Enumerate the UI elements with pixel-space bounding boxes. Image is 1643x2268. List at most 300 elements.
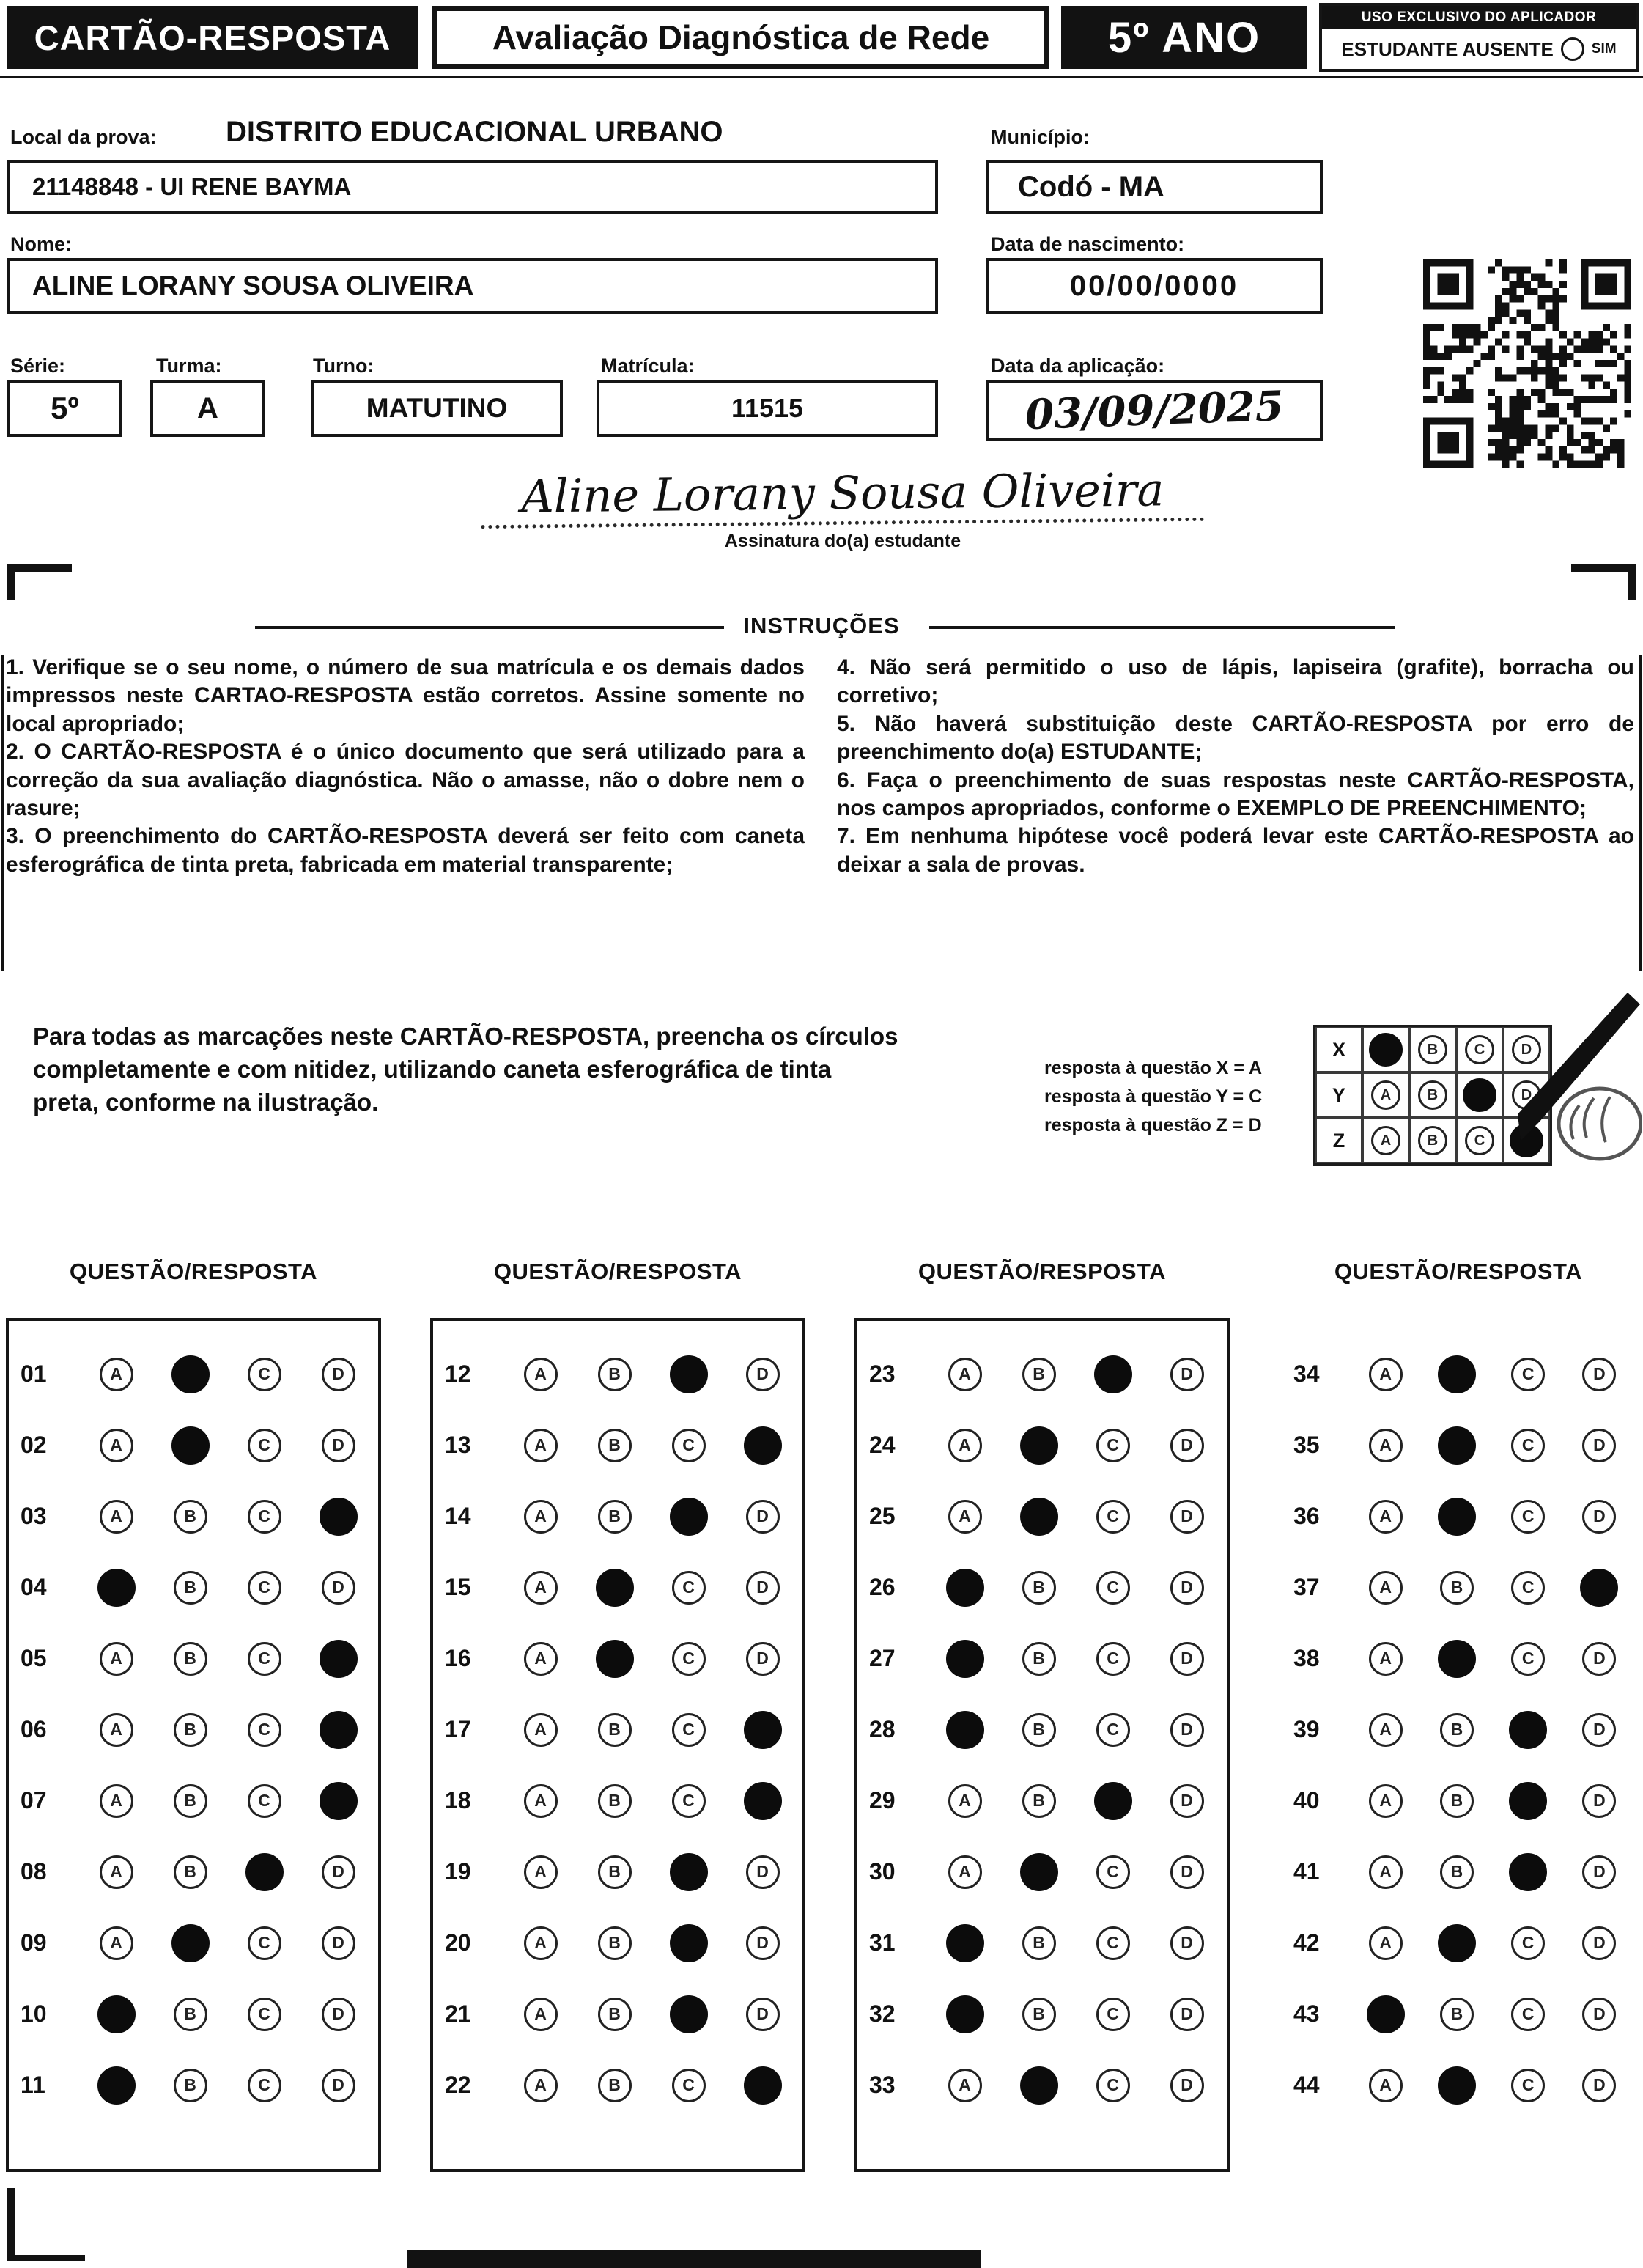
answer-slot	[1493, 1998, 1564, 2031]
answer-slot	[725, 2066, 800, 2105]
bubble-19-B[interactable]: B	[598, 1855, 632, 1889]
bubble-02-B[interactable]	[171, 1426, 210, 1465]
bubble-35-B[interactable]	[1438, 1426, 1476, 1465]
answer-slot	[1493, 1853, 1564, 1891]
question-row-36	[1282, 1481, 1635, 1552]
bubble-01-A[interactable]: A	[100, 1358, 133, 1391]
bubble-43-D[interactable]: D	[1582, 1998, 1616, 2031]
bubble-12-D[interactable]: D	[746, 1358, 780, 1391]
bubble-36-A[interactable]: A	[1369, 1500, 1403, 1534]
bubble-16-A[interactable]: A	[524, 1642, 558, 1676]
instruction-item: 2. O CARTÃO-RESPOSTA é o único documento que será utilizado para a correção da sua avaliação diagnóstica. Não o amasse, não o dobre nem o rasure;	[6, 740, 805, 820]
bubble-11-C[interactable]: C	[248, 2069, 281, 2102]
answer-slot	[1350, 1500, 1421, 1534]
answer-slot	[1421, 1784, 1492, 1818]
question-row-43	[1282, 1978, 1635, 2050]
bubble-31-A[interactable]	[946, 1924, 984, 1962]
question-row-27	[857, 1623, 1227, 1694]
bubble-36-B[interactable]	[1438, 1498, 1476, 1536]
bubble-08-D[interactable]: D	[322, 1855, 355, 1889]
bubble-35-A[interactable]: A	[1369, 1429, 1403, 1462]
question-row-41	[1282, 1836, 1635, 1907]
bubble-05-C[interactable]: C	[248, 1642, 281, 1676]
example-bubble-Y-A: A	[1371, 1080, 1400, 1110]
bubble-37-A[interactable]: A	[1369, 1571, 1403, 1605]
bubble-07-A[interactable]: A	[100, 1784, 133, 1818]
answer-slot	[79, 1995, 153, 2033]
bubble-23-C[interactable]	[1094, 1355, 1132, 1393]
bubble-23-D[interactable]: D	[1170, 1358, 1204, 1391]
bubble-31-B[interactable]: B	[1022, 1926, 1056, 1960]
bubble-40-C[interactable]	[1509, 1782, 1547, 1820]
bubble-21-D[interactable]: D	[746, 1998, 780, 2031]
bubble-40-D[interactable]: D	[1582, 1784, 1616, 1818]
question-number: 05	[21, 1645, 47, 1671]
bubble-10-B[interactable]: B	[174, 1998, 207, 2031]
bubble-04-A[interactable]	[97, 1569, 136, 1607]
bubble-28-D[interactable]: D	[1170, 1713, 1204, 1747]
question-number: 04	[21, 1574, 47, 1600]
answer-slot	[1002, 1426, 1076, 1465]
question-row-05	[9, 1623, 378, 1694]
bubble-03-C[interactable]: C	[248, 1500, 281, 1534]
answer-slot	[1002, 1358, 1076, 1391]
bubble-24-A[interactable]: A	[948, 1429, 982, 1462]
bubble-14-B[interactable]: B	[598, 1500, 632, 1534]
bubble-19-C[interactable]	[670, 1853, 708, 1891]
bubble-30-A[interactable]: A	[948, 1855, 982, 1889]
bubble-33-D[interactable]: D	[1170, 2069, 1204, 2102]
bubble-44-B[interactable]	[1438, 2066, 1476, 2105]
bubble-01-D[interactable]: D	[322, 1358, 355, 1391]
bubble-13-A[interactable]: A	[524, 1429, 558, 1462]
frame-line-left	[1, 655, 4, 971]
question-row-31	[857, 1907, 1227, 1978]
bubble-43-A[interactable]	[1367, 1995, 1405, 2033]
answer-slot	[577, 1855, 651, 1889]
answer-slot	[651, 1784, 725, 1818]
bubble-33-C[interactable]: C	[1096, 2069, 1130, 2102]
bubble-15-C[interactable]: C	[672, 1571, 706, 1605]
bubble-43-C[interactable]: C	[1511, 1998, 1545, 2031]
answer-slot	[153, 1784, 227, 1818]
bubble-28-C[interactable]: C	[1096, 1713, 1130, 1747]
bubble-04-C[interactable]: C	[248, 1571, 281, 1605]
answer-slot	[227, 2069, 301, 2102]
bubble-37-D[interactable]	[1580, 1569, 1618, 1607]
bubble-12-B[interactable]: B	[598, 1358, 632, 1391]
bubble-02-A[interactable]: A	[100, 1429, 133, 1462]
bubble-33-A[interactable]: A	[948, 2069, 982, 2102]
question-number: 16	[445, 1645, 471, 1671]
bubble-17-B[interactable]: B	[598, 1713, 632, 1747]
bubble-02-D[interactable]: D	[322, 1429, 355, 1462]
question-number: 13	[445, 1432, 471, 1458]
answer-slot	[725, 1855, 800, 1889]
answer-column-header: QUESTÃO/RESPOSTA	[918, 1259, 1167, 1284]
bubble-39-C[interactable]	[1509, 1711, 1547, 1749]
answer-slot	[1564, 2069, 1635, 2102]
question-number: 36	[1293, 1503, 1320, 1529]
bubble-13-D[interactable]	[744, 1426, 782, 1465]
bubble-34-B[interactable]	[1438, 1355, 1476, 1393]
example-row-label-X: X	[1315, 1027, 1362, 1072]
serie-value: 5º	[51, 391, 79, 425]
instructions-rule-left	[255, 626, 724, 629]
bubble-24-C[interactable]: C	[1096, 1429, 1130, 1462]
bubble-24-D[interactable]: D	[1170, 1429, 1204, 1462]
answer-slot	[227, 1500, 301, 1534]
bubble-38-D[interactable]: D	[1582, 1642, 1616, 1676]
answer-slot	[725, 1711, 800, 1749]
question-number: 34	[1293, 1361, 1320, 1387]
bubble-11-B[interactable]: B	[174, 2069, 207, 2102]
bubble-26-A[interactable]	[946, 1569, 984, 1607]
bubble-15-D[interactable]: D	[746, 1571, 780, 1605]
bubble-44-A[interactable]: A	[1369, 2069, 1403, 2102]
example-bubble-Z-A: A	[1371, 1126, 1400, 1155]
answer-slot	[1076, 1571, 1150, 1605]
answer-slot	[651, 1429, 725, 1462]
question-row-14	[433, 1481, 802, 1552]
bubble-03-D[interactable]	[320, 1498, 358, 1536]
bubble-39-B[interactable]: B	[1440, 1713, 1474, 1747]
bubble-32-C[interactable]: C	[1096, 1998, 1130, 2031]
bubble-08-A[interactable]: A	[100, 1855, 133, 1889]
question-row-33	[857, 2050, 1227, 2121]
bubble-02-C[interactable]: C	[248, 1429, 281, 1462]
bubble-43-B[interactable]: B	[1440, 1998, 1474, 2031]
bubble-23-B[interactable]: B	[1022, 1358, 1056, 1391]
question-row-24	[857, 1410, 1227, 1481]
bubble-18-B[interactable]: B	[598, 1784, 632, 1818]
bubble-22-D[interactable]	[744, 2066, 782, 2105]
bubble-17-A[interactable]: A	[524, 1713, 558, 1747]
registration-mark-right	[1571, 564, 1636, 572]
bubble-42-D[interactable]: D	[1582, 1926, 1616, 1960]
example-legend-line: resposta à questão Y = C	[1044, 1086, 1263, 1107]
bubble-44-D[interactable]: D	[1582, 2069, 1616, 2102]
bubble-32-A[interactable]	[946, 1995, 984, 2033]
question-number: 27	[869, 1645, 896, 1671]
bubble-31-C[interactable]: C	[1096, 1926, 1130, 1960]
answer-slot	[1076, 2069, 1150, 2102]
answer-slot	[301, 2069, 375, 2102]
question-number: 18	[445, 1787, 471, 1814]
bubble-10-D[interactable]: D	[322, 1998, 355, 2031]
bubble-20-C[interactable]	[670, 1924, 708, 1962]
bubble-29-B[interactable]: B	[1022, 1784, 1056, 1818]
bubble-26-C[interactable]: C	[1096, 1571, 1130, 1605]
answer-column-4	[1279, 1253, 1638, 2172]
answer-slot	[725, 1426, 800, 1465]
bubble-42-C[interactable]: C	[1511, 1926, 1545, 1960]
bubble-16-B[interactable]	[596, 1640, 634, 1678]
bubble-19-D[interactable]: D	[746, 1855, 780, 1889]
aplicacao-label: Data da aplicação:	[991, 355, 1165, 377]
question-row-34	[1282, 1339, 1635, 1410]
bubble-41-A[interactable]: A	[1369, 1855, 1403, 1889]
bubble-25-B[interactable]	[1020, 1498, 1058, 1536]
example-bubble-Y-B: B	[1418, 1080, 1447, 1110]
bubble-03-B[interactable]: B	[174, 1500, 207, 1534]
bubble-11-A[interactable]	[97, 2066, 136, 2105]
bubble-01-B[interactable]	[171, 1355, 210, 1393]
bubble-39-A[interactable]: A	[1369, 1713, 1403, 1747]
bubble-22-C[interactable]: C	[672, 2069, 706, 2102]
bubble-27-C[interactable]: C	[1096, 1642, 1130, 1676]
answer-slot	[928, 2069, 1002, 2102]
bubble-08-C[interactable]	[245, 1853, 284, 1891]
bubble-05-D[interactable]	[320, 1640, 358, 1678]
bubble-06-D[interactable]	[320, 1711, 358, 1749]
question-number: 14	[445, 1503, 471, 1529]
bubble-36-C[interactable]: C	[1511, 1500, 1545, 1534]
bubble-09-D[interactable]: D	[322, 1926, 355, 1960]
bubble-09-B[interactable]	[171, 1924, 210, 1962]
bubble-21-C[interactable]	[670, 1995, 708, 2033]
answer-slot	[1076, 1642, 1150, 1676]
bubble-07-D[interactable]	[320, 1782, 358, 1820]
question-row-30	[857, 1836, 1227, 1907]
signature-block	[440, 463, 1246, 552]
bubble-21-B[interactable]: B	[598, 1998, 632, 2031]
bubble-40-A[interactable]: A	[1369, 1784, 1403, 1818]
bubble-32-B[interactable]: B	[1022, 1998, 1056, 2031]
bubble-41-B[interactable]: B	[1440, 1855, 1474, 1889]
bubble-15-A[interactable]: A	[524, 1571, 558, 1605]
answer-slot	[503, 1784, 577, 1818]
bubble-29-D[interactable]: D	[1170, 1784, 1204, 1818]
question-number: 08	[21, 1858, 47, 1885]
bubble-07-B[interactable]: B	[174, 1784, 207, 1818]
bubble-34-A[interactable]: A	[1369, 1358, 1403, 1391]
bubble-30-C[interactable]: C	[1096, 1855, 1130, 1889]
bubble-38-B[interactable]	[1438, 1640, 1476, 1678]
answer-slot	[227, 1571, 301, 1605]
pen-hand-illustration	[1469, 988, 1642, 1171]
answer-slot	[1350, 1713, 1421, 1747]
bubble-41-D[interactable]: D	[1582, 1855, 1616, 1889]
answer-box-3	[854, 1318, 1230, 2172]
bubble-14-C[interactable]	[670, 1498, 708, 1536]
question-number: 21	[445, 2000, 471, 2027]
bubble-21-A[interactable]: A	[524, 1998, 558, 2031]
answer-slot	[1350, 1642, 1421, 1676]
bubble-25-A[interactable]: A	[948, 1500, 982, 1534]
answer-slot	[651, 2069, 725, 2102]
bubble-10-C[interactable]: C	[248, 1998, 281, 2031]
bubble-19-A[interactable]: A	[524, 1855, 558, 1889]
bubble-07-C[interactable]: C	[248, 1784, 281, 1818]
bubble-20-D[interactable]: D	[746, 1926, 780, 1960]
bubble-40-B[interactable]: B	[1440, 1784, 1474, 1818]
bubble-35-D[interactable]: D	[1582, 1429, 1616, 1462]
bubble-29-C[interactable]	[1094, 1782, 1132, 1820]
answer-slot	[227, 1853, 301, 1891]
example-bubble-X-C: C	[1465, 1035, 1494, 1064]
absent-circle[interactable]	[1561, 37, 1584, 61]
answer-slot	[1350, 1571, 1421, 1605]
bubble-26-D[interactable]: D	[1170, 1571, 1204, 1605]
question-number: 44	[1293, 2072, 1320, 2098]
applicator-bar: USO EXCLUSIVO DO APLICADOR	[1322, 6, 1636, 29]
bubble-30-D[interactable]: D	[1170, 1855, 1204, 1889]
bubble-23-A[interactable]: A	[948, 1358, 982, 1391]
answer-slot	[1493, 1926, 1564, 1960]
bubble-34-C[interactable]: C	[1511, 1358, 1545, 1391]
answer-box-2	[430, 1318, 805, 2172]
answer-slot	[153, 1642, 227, 1676]
answer-slot	[301, 1640, 375, 1678]
question-row-08	[9, 1836, 378, 1907]
answer-column-header: QUESTÃO/RESPOSTA	[1334, 1259, 1583, 1284]
bubble-32-D[interactable]: D	[1170, 1998, 1204, 2031]
bubble-05-B[interactable]: B	[174, 1642, 207, 1676]
bubble-24-B[interactable]	[1020, 1426, 1058, 1465]
answer-slot	[1002, 1642, 1076, 1676]
question-number: 32	[869, 2000, 896, 2027]
answer-slot	[1493, 1642, 1564, 1676]
answer-slot	[227, 1926, 301, 1960]
bubble-18-A[interactable]: A	[524, 1784, 558, 1818]
bubble-13-C[interactable]: C	[672, 1429, 706, 1462]
bubble-31-D[interactable]: D	[1170, 1926, 1204, 1960]
registration-mark-bottom-left-h	[7, 2255, 85, 2261]
bubble-05-A[interactable]: A	[100, 1642, 133, 1676]
answer-slot	[577, 2069, 651, 2102]
bubble-20-A[interactable]: A	[524, 1926, 558, 1960]
answer-column-header: QUESTÃO/RESPOSTA	[69, 1259, 318, 1284]
bubble-04-D[interactable]: D	[322, 1571, 355, 1605]
nome-box	[7, 258, 938, 314]
turno-box	[311, 380, 563, 437]
bubble-33-B[interactable]	[1020, 2066, 1058, 2105]
bubble-28-A[interactable]	[946, 1711, 984, 1749]
bubble-14-D[interactable]: D	[746, 1500, 780, 1534]
answer-slot	[79, 1642, 153, 1676]
bubble-20-B[interactable]: B	[598, 1926, 632, 1960]
bubble-26-B[interactable]: B	[1022, 1571, 1056, 1605]
answer-slot	[1564, 1569, 1635, 1607]
bubble-17-D[interactable]	[744, 1711, 782, 1749]
bubble-06-B[interactable]: B	[174, 1713, 207, 1747]
answer-slot	[1150, 1998, 1224, 2031]
bubble-10-A[interactable]	[97, 1995, 136, 2033]
bubble-09-A[interactable]: A	[100, 1926, 133, 1960]
bubble-22-A[interactable]: A	[524, 2069, 558, 2102]
answer-slot	[153, 1924, 227, 1962]
bubble-35-C[interactable]: C	[1511, 1429, 1545, 1462]
applicator-box	[1319, 3, 1639, 72]
instruction-item: 3. O preenchimento do CARTÃO-RESPOSTA deverá ser feito com caneta esferográfica de tinta preta, fabricada em material transparente;	[6, 824, 805, 877]
bubble-25-D[interactable]: D	[1170, 1500, 1204, 1534]
answer-slot	[503, 1642, 577, 1676]
bubble-08-B[interactable]: B	[174, 1855, 207, 1889]
answer-slot	[1493, 1429, 1564, 1462]
bubble-14-A[interactable]: A	[524, 1500, 558, 1534]
answer-slot	[928, 1500, 1002, 1534]
question-row-13	[433, 1410, 802, 1481]
serie-label: Série:	[10, 355, 66, 377]
question-number: 30	[869, 1858, 896, 1885]
bubble-17-C[interactable]: C	[672, 1713, 706, 1747]
bubble-12-C[interactable]	[670, 1355, 708, 1393]
bubble-25-C[interactable]: C	[1096, 1500, 1130, 1534]
answer-slot	[1493, 1358, 1564, 1391]
answer-slot	[79, 1569, 153, 1607]
bubble-04-B[interactable]: B	[174, 1571, 207, 1605]
absent-label: ESTUDANTE AUSENTE	[1341, 37, 1554, 60]
question-number: 24	[869, 1432, 896, 1458]
answer-slot	[1564, 1998, 1635, 2031]
turno-label: Turno:	[313, 355, 374, 377]
bubble-18-D[interactable]	[744, 1782, 782, 1820]
bubble-42-A[interactable]: A	[1369, 1926, 1403, 1960]
bubble-38-C[interactable]: C	[1511, 1642, 1545, 1676]
question-number: 41	[1293, 1858, 1320, 1885]
answer-slot	[503, 1855, 577, 1889]
bubble-18-C[interactable]: C	[672, 1784, 706, 1818]
question-number: 17	[445, 1716, 471, 1742]
bubble-11-D[interactable]: D	[322, 2069, 355, 2102]
bubble-38-A[interactable]: A	[1369, 1642, 1403, 1676]
question-number: 26	[869, 1574, 896, 1600]
bubble-44-C[interactable]: C	[1511, 2069, 1545, 2102]
bubble-06-A[interactable]: A	[100, 1713, 133, 1747]
bubble-37-C[interactable]: C	[1511, 1571, 1545, 1605]
answer-slot	[577, 1713, 651, 1747]
bubble-01-C[interactable]: C	[248, 1358, 281, 1391]
bubble-28-B[interactable]: B	[1022, 1713, 1056, 1747]
bubble-42-B[interactable]	[1438, 1924, 1476, 1962]
answer-slot	[153, 1571, 227, 1605]
bubble-30-B[interactable]	[1020, 1853, 1058, 1891]
bubble-06-C[interactable]: C	[248, 1713, 281, 1747]
bubble-16-D[interactable]: D	[746, 1642, 780, 1676]
instructions-rule-right	[929, 626, 1395, 629]
nome-label: Nome:	[10, 233, 73, 255]
instruction-item: 7. Em nenhuma hipótese você poderá levar este CARTÃO-RESPOSTA ao deixar a sala de provas.	[837, 824, 1634, 877]
bubble-39-D[interactable]: D	[1582, 1713, 1616, 1747]
answer-slot	[1421, 1355, 1492, 1393]
bubble-29-A[interactable]: A	[948, 1784, 982, 1818]
question-row-40	[1282, 1765, 1635, 1836]
example-cell	[1362, 1072, 1409, 1118]
question-row-02	[9, 1410, 378, 1481]
answer-slot	[1150, 1926, 1224, 1960]
bubble-27-A[interactable]	[946, 1640, 984, 1678]
bubble-22-B[interactable]: B	[598, 2069, 632, 2102]
answer-slot	[577, 1569, 651, 1607]
municipio-box	[986, 160, 1323, 214]
bubble-03-A[interactable]: A	[100, 1500, 133, 1534]
answer-slot	[1002, 1713, 1076, 1747]
bubble-37-B[interactable]: B	[1440, 1571, 1474, 1605]
bubble-16-C[interactable]: C	[672, 1642, 706, 1676]
bubble-12-A[interactable]: A	[524, 1358, 558, 1391]
question-number: 11	[21, 2072, 45, 2098]
bubble-27-D[interactable]: D	[1170, 1642, 1204, 1676]
bubble-34-D[interactable]: D	[1582, 1358, 1616, 1391]
question-row-26	[857, 1552, 1227, 1623]
bubble-15-B[interactable]	[596, 1569, 634, 1607]
bubble-27-B[interactable]: B	[1022, 1642, 1056, 1676]
bubble-41-C[interactable]	[1509, 1853, 1547, 1891]
bubble-13-B[interactable]: B	[598, 1429, 632, 1462]
bubble-09-C[interactable]: C	[248, 1926, 281, 1960]
bubble-36-D[interactable]: D	[1582, 1500, 1616, 1534]
